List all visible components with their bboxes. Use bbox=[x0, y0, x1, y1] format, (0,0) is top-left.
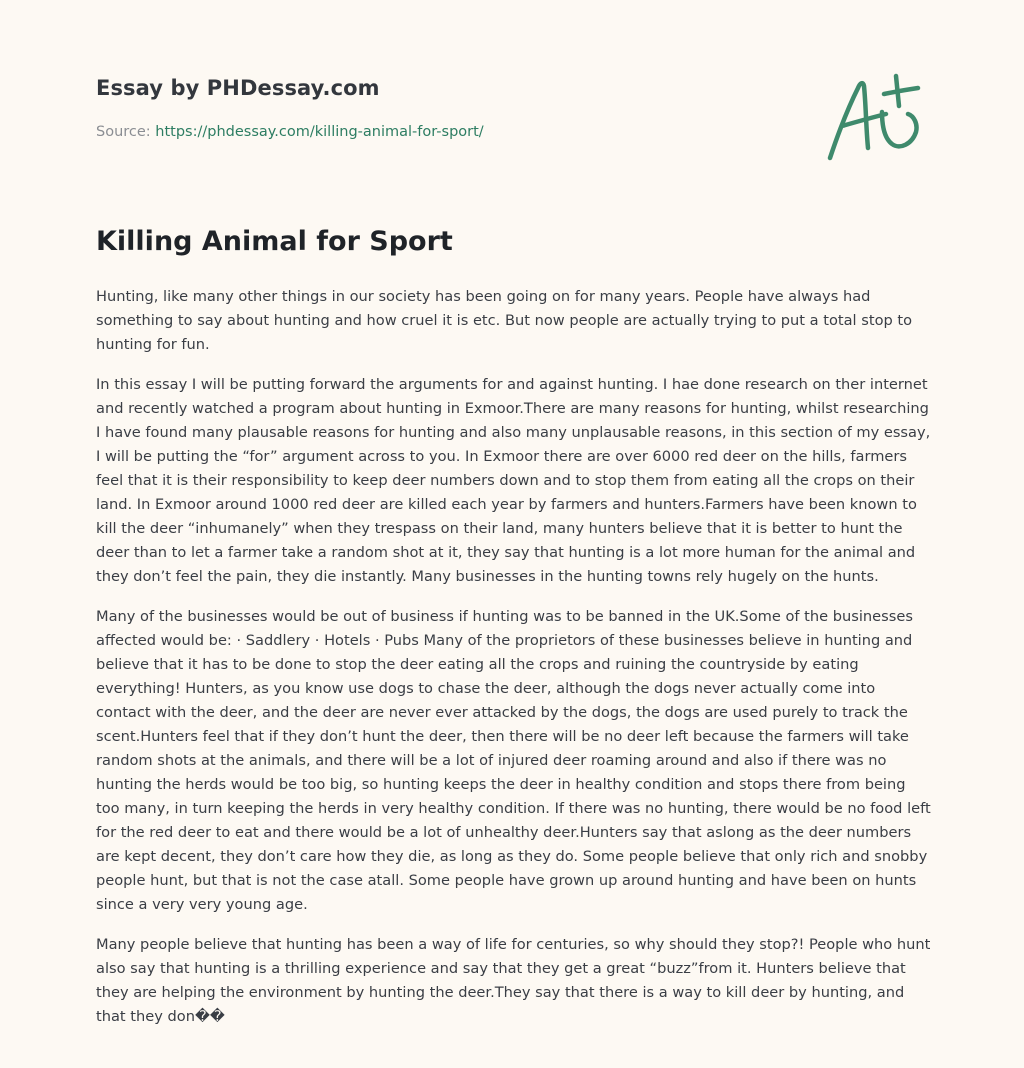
essay-paragraph-4: Many people believe that hunting has been a way of life for centuries, so why should they stop?! People who hunt also say that hunting is a thrilling experience and say that they get a great “buzz”from it. Hunters believe that they are helping the environment by hunting the deer.They say that there is a way to kill deer by hunting, and that they don�� bbox=[96, 936, 931, 1025]
essay-body bbox=[96, 285, 932, 1045]
a-plus-logo-icon bbox=[822, 68, 928, 166]
essay-paragraph-3: Many of the businesses would be out of business if hunting was to be banned in the UK.Some of the businesses affected would be: · Saddlery · Hotels · Pubs Many of the proprietors of these businesses believe in hunting and believe that it has to be done to stop the deer eating all the crops and ruining the countryside by eating everything! Hunters, as you know use dogs to chase the deer, although the dogs never actually come into contact with the deer, and the deer are never ever attacked by the dogs, the dogs are used purely to track the scent.Hunters feel that if they don’t hunt the deer, then there will be no deer left because the farmers will take random shots at the animals, and there will be a lot of injured deer roaming around and also if there was no hunting the herds would be too big, so hunting keeps the deer in healthy condition and stops there from being too many, in turn keeping the herds in very healthy condition. If there was no hunting, there would be no food left for the red deer to eat and there would be a lot of unhealthy deer.Hunters say that aslong as the deer numbers are kept decent, they don’t care how they die, as long as they do. Some people believe that only rich and snobby people hunt, but that is not the case atall. Some people have grown up around hunting and have been on hunts since a very very young age. bbox=[96, 608, 931, 913]
essay-title: Killing Animal for Sport bbox=[96, 226, 453, 257]
essay-paragraph-2: In this essay I will be putting forward the arguments for and against hunting. I hae done research on ther internet and recently watched a program about hunting in Exmoor.There are many reasons for hunting, whilst researching I have found many plausable reasons for hunting and also many unplausable reasons, in this section of my essay, I will be putting the “for” argument across to you. In Exmoor there are over 6000 red deer on the hills, farmers feel that it is their responsibility to keep deer numbers down and to stop them from eating all the crops on their land. In Exmoor around 1000 red deer are killed each year by farmers and hunters.Farmers have been known to kill the deer “inhumanely” when they trespass on their land, many hunters believe that it is better to hunt the deer than to let a farmer take a random shot at it, they say that hunting is a lot more human for the animal and they don’t feel the pain, they die instantly. Many businesses in the hunting towns rely hugely on the hunts. bbox=[96, 376, 931, 585]
source-label: Source: bbox=[96, 124, 156, 140]
site-title: Essay by PHDessay.com bbox=[96, 76, 380, 100]
source-line bbox=[96, 124, 484, 140]
essay-paragraph-1: Hunting, like many other things in our society has been going on for many years. People have always had something to say about hunting and how cruel it is etc. But now people are actually trying to put a total stop to hunting for fun. bbox=[96, 288, 913, 353]
source-link[interactable]: https://phdessay.com/killing-animal-for-sport/ bbox=[155, 124, 484, 140]
